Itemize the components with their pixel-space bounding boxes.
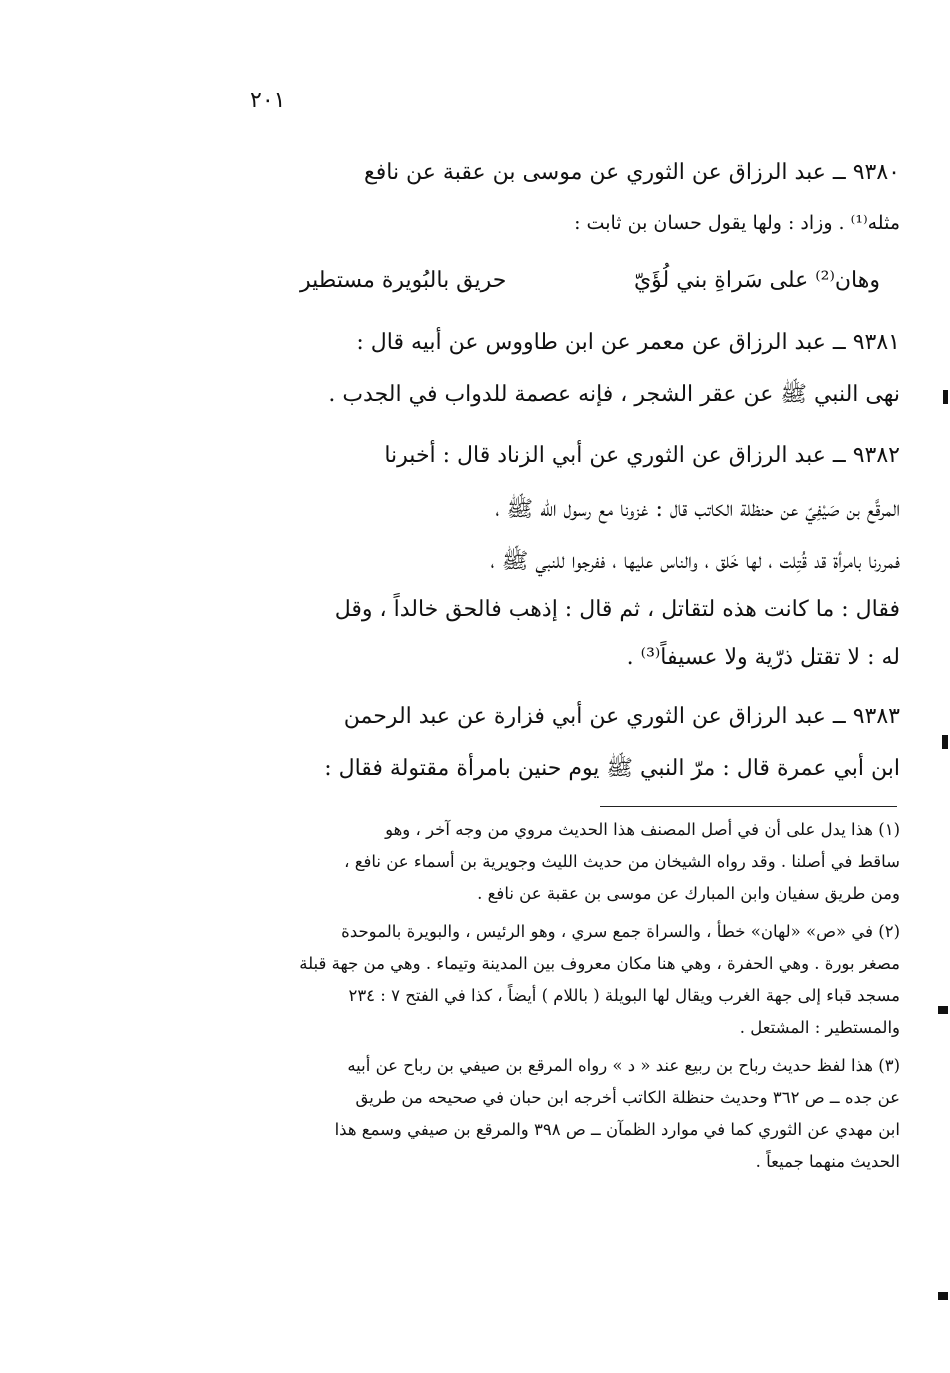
scan-edge-mark (938, 1006, 948, 1014)
entry-line: المرقَّع بن صَيْفِيّ عن حنظلة الكاتب قال : غزونا مع رسول الله ﷺ ، (495, 497, 900, 522)
scan-edge-mark (942, 735, 948, 749)
footnote-separator (600, 806, 897, 807)
verse-second-hemistich: حريق بالبُويرة مستطير (300, 268, 507, 293)
footnote-2-line: مسجد قباء إلى جهة الغرب ويقال لها البويلة ( باللام ) أيضاً ، كذا في الفتح ٧ : ٢٣٤ (348, 986, 900, 1005)
verse-first-hemistich: وهان⁽²⁾ على سَراةِ بني لُؤَيّ (633, 268, 880, 293)
footnote-2-line: مصغر بورة . وهي الحفرة ، وهي هنا مكان معروف بين المدينة وتيماء . وهي من جهة قبلة (299, 954, 900, 973)
footnote-1-line: ساقط في أصلنا . وقد رواه الشيخان من حديث الليث وجويرية بن أسماء عن نافع ، (344, 852, 900, 871)
entry-line: ابن أبي عمرة قال : مرّ النبي ﷺ يوم حنين بامرأة مقتولة فقال : (324, 756, 900, 781)
footnote-2-line: والمستطير : المشتعل . (739, 1018, 900, 1037)
entry-line: نهى النبي ﷺ عن عقر الشجر ، فإنه عصمة للدواب في الجدب . (328, 382, 900, 407)
footnote-3-line: ابن مهدي عن الثوري كما في موارد الظمآن ــ ص ٣٩٨ والمرقع بن صيفي وسمع هذا (334, 1120, 900, 1139)
footnote-3-line: الحديث منهما جميعاً . (755, 1152, 900, 1171)
scan-edge-mark (938, 1292, 948, 1300)
hadith-entry-9380 (236, 160, 900, 250)
entry-line: فمررنا بامرأة قد قُتِلت ، لها خَلق ، والناس عليها ، ففرجوا للنبي ﷺ ، (490, 549, 900, 574)
footnote-1-line: ومن طريق سفيان وابن المبارك عن موسى بن عقبة عن نافع . (477, 884, 900, 903)
page-number: ٢٠١ (250, 88, 286, 113)
entry-line: فقال : ما كانت هذه لتقاتل ، ثم قال : إذهب فالحق خالداً ، وقل (334, 597, 900, 622)
entry-line: ٩٣٨٠ ــ عبد الرزاق عن الثوري عن موسى بن عقبة عن نافع (364, 160, 900, 185)
footnote-2-line: (٢) في «ص» «لهان» خطأ ، والسراة جمع سري ، وهو الرئيس ، والبويرة بالموحدة (341, 922, 900, 941)
hadith-entry-9381 (236, 330, 900, 440)
hadith-entry-9382 (236, 435, 900, 685)
hadith-entry-9383 (236, 698, 900, 798)
footnote-3-line: (٣) هذا لفظ حديث رباح بن ربيع عند « د » رواه المرقع بن صيفي بن رباح عن أبيه (347, 1056, 900, 1075)
entry-line: ٩٣٨٣ ــ عبد الرزاق عن الثوري عن أبي فزارة عن عبد الرحمن (343, 704, 900, 729)
entry-line: ٩٣٨٢ ــ عبد الرزاق عن الثوري عن أبي الزناد قال : أخبرنا (384, 443, 900, 468)
footnote-1-line: (١) هذا يدل على أن في أصل المصنف هذا الحديث مروي من وجه آخر ، وهو (385, 820, 900, 839)
poetry-verse (300, 268, 880, 308)
entry-line: له : لا تقتل ذرّية ولا عسيفاً⁽³⁾ . (626, 645, 900, 670)
scan-edge-mark (943, 390, 948, 404)
entry-line: مثله⁽¹⁾ . وزاد : ولها يقول حسان بن ثابت : (574, 212, 900, 234)
entry-line: ٩٣٨١ ــ عبد الرزاق عن معمر عن ابن طاووس عن أبيه قال : (356, 330, 900, 355)
footnote-3-line: عن جده ــ ص ٣٦٢ وحديث حنظلة الكاتب أخرجه ابن حبان في صحيحه من طريق (355, 1088, 900, 1107)
